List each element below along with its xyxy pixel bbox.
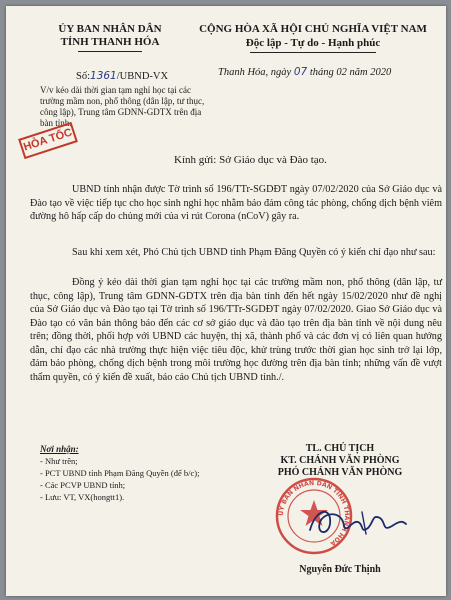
date-suffix: tháng 02 năm 2020: [309, 67, 392, 78]
document-date: [218, 66, 391, 78]
document-page: [6, 6, 446, 596]
document-subject: V/v kéo dài thời gian tạm nghỉ học tại các trường mầm non, phổ thông (dân lập, tư thục, công lập), Trung tâm GDNN-GDTX trên địa bàn tỉnh.: [40, 85, 205, 128]
number-prefix: Số:: [76, 71, 91, 82]
recipient-item: - PCT UBND tỉnh Phạm Đăng Quyền (để b/c);: [40, 468, 200, 478]
org-underline: [78, 51, 142, 52]
body-paragraph-3: Đồng ý kéo dài thời gian tạm nghỉ học tại các trường mầm non, phổ thông (dân lập, tư thục, công lập), Trung tâm GDNN-GDTX trên địa bàn tỉnh đến hết ngày 15/02/2020 như đề nghị của Sở Giáo dục và Đào tạo tại Tờ trình số 196/TTr-SGDĐT ngày 07/02/2020. Giao Sở Giáo dục và Đào tạo có văn bản thông báo đến các cơ sở giáo dục và đào tạo trên địa bàn tỉnh về nội dung nêu trên; đồng thời, phối hợp với UBND các huyện, thị xã, thành phố và các đơn vị có liên quan hướng dẫn, chỉ đạo các nhà trường thực hiện việc tiêu độc, khử trùng trước thời gian học sinh trở lại lớp, đảm bảo phòng, chống dịch bệnh trong môi trường học đường trên địa bàn tỉnh; những vấn đề vượt thẩm quyền, có ý kiến đề xuất, báo cáo Chủ tịch UBND tỉnh./.: [30, 277, 442, 383]
handwritten-signature: [302, 500, 412, 544]
signer-name: Nguyễn Đức Thịnh: [299, 564, 381, 575]
svg-text:ỦY BAN NHÂN DÂN TỈNH THANH HÓA: ỦY BAN NHÂN DÂN TỈNH THANH HÓA: [277, 479, 351, 547]
issuing-org-line2: TỈNH THANH HÓA: [60, 36, 160, 48]
date-prefix: Thanh Hóa, ngày: [218, 67, 292, 78]
body-paragraph-2: Sau khi xem xét, Phó Chủ tịch UBND tỉnh Phạm Đăng Quyền có ý kiến chỉ đạo như sau:: [72, 247, 436, 258]
recipient-item: - Như trên;: [40, 456, 78, 466]
document-number: [76, 70, 168, 82]
motto-underline: [250, 52, 376, 53]
date-day-handwritten: 07: [293, 66, 308, 78]
number-handwritten: 1361: [90, 70, 117, 82]
national-motto: Độc lập - Tự do - Hạnh phúc: [245, 37, 381, 49]
number-suffix: /UBND-VX: [116, 71, 169, 82]
express-stamp: HỎA TỐC: [18, 122, 78, 159]
signer-authority-line1: TL. CHỦ TỊCH: [305, 443, 375, 454]
signer-authority-line2: KT. CHÁNH VĂN PHÒNG: [280, 455, 400, 466]
recipient-item: - Lưu: VT, VX(hongtt1).: [40, 492, 125, 502]
recipient-item: - Các PCVP UBND tỉnh;: [40, 480, 126, 490]
body-paragraph-1: UBND tỉnh nhận được Tờ trình số 196/TTr-SGDĐT ngày 07/02/2020 của Sở Giáo dục và Đào tạo về việc tiếp tục cho học sinh nghỉ học nhằm bảo đảm công tác phòng, chống dịch bệnh viêm đường hô hấp cấp do chủng mới của vi rút Corona (nCoV) gây ra.: [30, 184, 442, 222]
national-title: CỘNG HÒA XÃ HỘI CHỦ NGHĨA VIỆT NAM: [199, 23, 427, 35]
issuing-org-line1: ỦY BAN NHÂN DÂN: [58, 23, 162, 35]
greeting: Kính gửi: Sở Giáo dục và Đào tạo.: [174, 154, 327, 166]
recipients-title: Nơi nhận:: [40, 444, 79, 454]
signer-authority-line3: PHÓ CHÁNH VĂN PHÒNG: [277, 467, 403, 478]
